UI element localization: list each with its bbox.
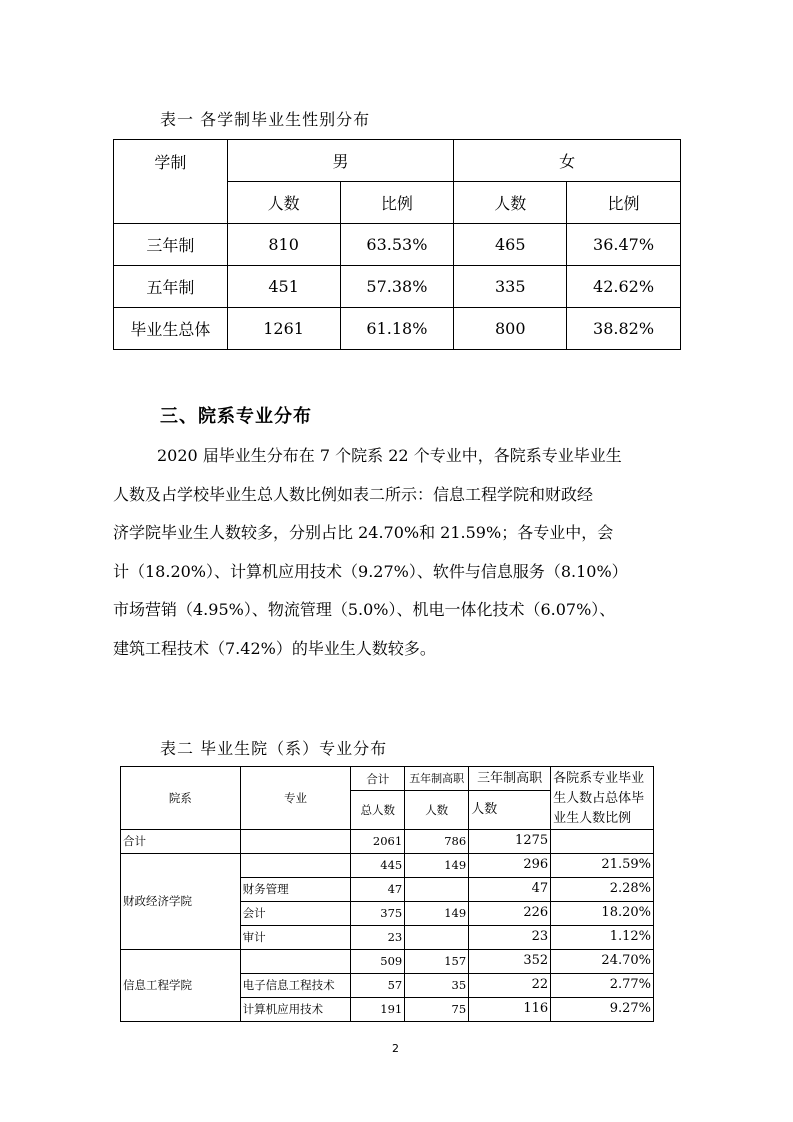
- section-heading: 三、院系专业分布: [160, 406, 312, 427]
- total-count: 191: [351, 998, 405, 1022]
- paragraph-line: 建筑工程技术（7.42%）的毕业生人数较多。: [113, 638, 436, 658]
- ratio-value: 21.59%: [551, 854, 654, 878]
- table1-caption: 表一 各学制毕业生性别分布: [160, 110, 371, 129]
- five-count: [405, 878, 469, 902]
- paragraph-line: 人数及占学校毕业生总人数比例如表二所示：信息工程学院和财政经: [113, 484, 594, 504]
- table-row: [121, 854, 654, 878]
- female-count: 800: [454, 308, 567, 350]
- page-number: 2: [392, 1042, 399, 1055]
- total-label: 合计: [121, 830, 241, 854]
- five-count: 149: [405, 854, 469, 878]
- female-count: 335: [454, 266, 567, 308]
- header-female-count: 人数: [454, 182, 567, 224]
- header-three-count: 人数: [469, 791, 551, 830]
- header-male: 男: [227, 140, 454, 182]
- ratio-value: 24.70%: [551, 950, 654, 974]
- header-dept: 院系: [121, 767, 241, 830]
- female-ratio: 38.82%: [567, 308, 681, 350]
- major-name: 电子信息工程技术: [240, 974, 351, 998]
- five-count: 75: [405, 998, 469, 1022]
- major-name: [240, 950, 351, 974]
- header-xuezhi: 学制: [114, 140, 228, 224]
- major-name: [240, 854, 351, 878]
- female-ratio: 36.47%: [567, 224, 681, 266]
- five-count: 157: [405, 950, 469, 974]
- total-count: 509: [351, 950, 405, 974]
- male-count: 810: [227, 224, 340, 266]
- total-count: 57: [351, 974, 405, 998]
- row-label: 毕业生总体: [114, 308, 228, 350]
- header-total-count: 总人数: [351, 791, 405, 830]
- male-ratio: 57.38%: [340, 266, 454, 308]
- five-count: 149: [405, 902, 469, 926]
- total-count: 23: [351, 926, 405, 950]
- female-count: 465: [454, 224, 567, 266]
- three-count: 116: [469, 998, 551, 1022]
- row-label: 三年制: [114, 224, 228, 266]
- major-name: 会计: [240, 902, 351, 926]
- three-count: 47: [469, 878, 551, 902]
- header-five-count: 人数: [405, 791, 469, 830]
- five-count: 786: [405, 830, 469, 854]
- total-count: 47: [351, 878, 405, 902]
- total-count: 2061: [351, 830, 405, 854]
- header-total: 合计: [351, 767, 405, 791]
- total-count: 445: [351, 854, 405, 878]
- female-ratio: 42.62%: [567, 266, 681, 308]
- table2-caption: 表二 毕业生院（系）专业分布: [160, 739, 388, 758]
- five-count: [405, 926, 469, 950]
- department-major-table: [120, 766, 654, 1022]
- table-row: [121, 830, 654, 854]
- table-row: [114, 224, 681, 266]
- header-major: 专业: [240, 767, 351, 830]
- five-count: 35: [405, 974, 469, 998]
- header-male-ratio: 比例: [340, 182, 454, 224]
- major-name: 审计: [240, 926, 351, 950]
- total-count: 375: [351, 902, 405, 926]
- header-three-year: 三年制高职: [469, 767, 551, 791]
- header-ratio: 各院系专业毕业生人数占总体毕业生人数比例: [551, 767, 654, 830]
- header-five-year: 五年制高职: [405, 767, 469, 791]
- major-name: 计算机应用技术: [240, 998, 351, 1022]
- male-count: 1261: [227, 308, 340, 350]
- male-ratio: 61.18%: [340, 308, 454, 350]
- gender-distribution-table: [113, 139, 681, 350]
- paragraph-line: 计（18.20%）、计算机应用技术（9.27%）、软件与信息服务（8.10%）: [113, 561, 628, 581]
- three-count: 296: [469, 854, 551, 878]
- paragraph-line: 2020 届毕业生分布在 7 个院系 22 个专业中，各院系专业毕业生: [157, 446, 622, 465]
- row-label: 五年制: [114, 266, 228, 308]
- table-row: [121, 950, 654, 974]
- three-count: 1275: [469, 830, 551, 854]
- three-count: 352: [469, 950, 551, 974]
- table-row: [114, 308, 681, 350]
- header-female: 女: [454, 140, 681, 182]
- ratio-cell: [551, 830, 654, 854]
- major-name: 财务管理: [240, 878, 351, 902]
- male-ratio: 63.53%: [340, 224, 454, 266]
- three-count: 23: [469, 926, 551, 950]
- ratio-value: 18.20%: [551, 902, 654, 926]
- three-count: 226: [469, 902, 551, 926]
- ratio-value: 9.27%: [551, 998, 654, 1022]
- major-cell: [240, 830, 351, 854]
- dept-name: 信息工程学院: [121, 950, 241, 1022]
- header-male-count: 人数: [227, 182, 340, 224]
- dept-name: 财政经济学院: [121, 854, 241, 950]
- table-row: [114, 266, 681, 308]
- header-female-ratio: 比例: [567, 182, 681, 224]
- ratio-value: 2.28%: [551, 878, 654, 902]
- ratio-value: 2.77%: [551, 974, 654, 998]
- three-count: 22: [469, 974, 551, 998]
- male-count: 451: [227, 266, 340, 308]
- paragraph-line: 济学院毕业生人数较多，分别占比 24.70%和 21.59%；各专业中，会: [113, 523, 614, 542]
- ratio-value: 1.12%: [551, 926, 654, 950]
- section-paragraph: [113, 437, 693, 668]
- paragraph-line: 市场营销（4.95%）、物流管理（5.0%）、机电一体化技术（6.07%）、: [113, 600, 616, 619]
